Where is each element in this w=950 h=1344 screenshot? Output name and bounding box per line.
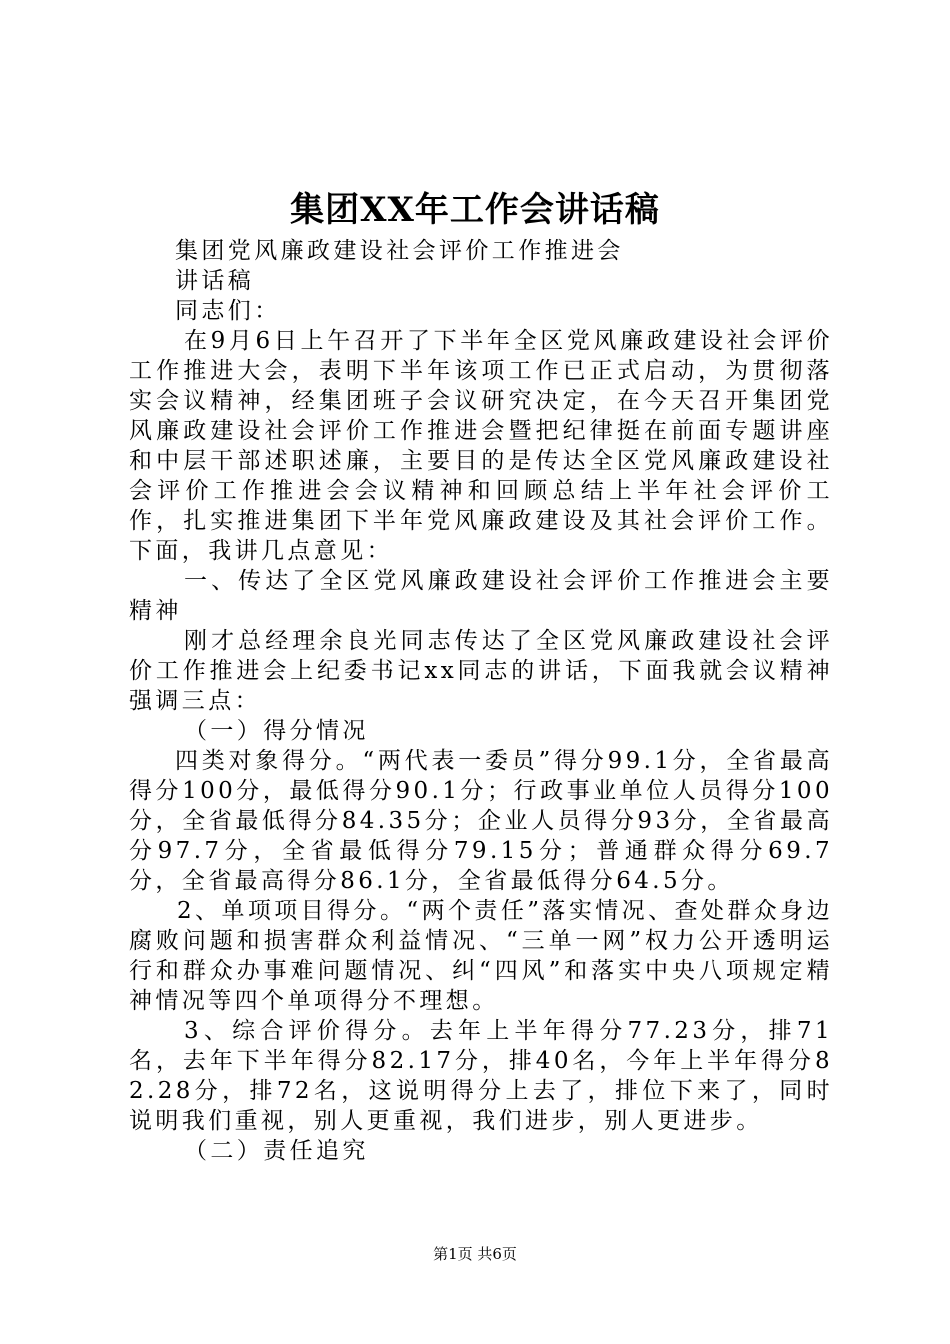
subsection-heading-scores: （一）得分情况: [184, 718, 369, 744]
paragraph-intro: 在9月6日上午召开了下半年全区党风廉政建设社会评价工作推进大会，表明下半年该项工作已正式启动，为贯彻落实会议精神，经集团班子会议研究决定，在今天召开集团党风廉政建设社会评价工作推进会暨把纪律挺在前面专题讲座和中层干部述职述廉，主要目的是传达全区党风廉政建设社会评价工作推进会会议精神和回顾总结上半年社会评价工作，扎实推进集团下半年党风廉政建设及其社会评价工作。下面，我讲几点意见：: [129, 328, 833, 564]
subsection-heading-accountability: （二）责任追究: [184, 1138, 369, 1164]
document-body: [129, 236, 833, 1166]
paragraph-single-items: 2、单项项目得分。“两个责任”落实情况、查处群众身边腐败问题和损害群众利益情况、“三单一网”权力公开透明运行和群众办事难问题情况、纠“四风”和落实中央八项规定精神情况等四个单项得分不理想。: [129, 898, 833, 1014]
salutation: 同志们：: [175, 298, 281, 324]
paragraph-four-categories: 四类对象得分。“两代表一委员”得分99.1分，全省最高得分100分，最低得分90.1分；行政事业单位人员得分100分，全省最低得分84.35分；企业人员得分93分，全省最高分97.7分，全省最低得分79.15分；普通群众得分69.7分，全省最高得分86.1分，全省最低得分64.5分。: [129, 748, 833, 894]
page-number-footer: 第1页 共6页: [433, 1245, 517, 1263]
subtitle-line-1: 集团党风廉政建设社会评价工作推进会: [175, 238, 624, 264]
section-heading-1: 一、传达了全区党风廉政建设社会评价工作推进会主要精神: [129, 568, 833, 624]
paragraph-section-1: 刚才总经理余良光同志传达了全区党风廉政建设社会评价工作推进会上纪委书记xx同志的讲话，下面我就会议精神强调三点：: [129, 628, 833, 714]
paragraph-overall-score: 3、综合评价得分。去年上半年得分77.23分，排71名，去年下半年得分82.17分，排40名，今年上半年得分82.28分，排72名，这说明得分上去了，排位下来了，同时说明我们重视，别人更重视，我们进步，别人更进步。: [129, 1018, 833, 1134]
subtitle-line-2: 讲话稿: [175, 268, 255, 294]
document-title: 集团XX年工作会讲话稿: [290, 190, 660, 230]
